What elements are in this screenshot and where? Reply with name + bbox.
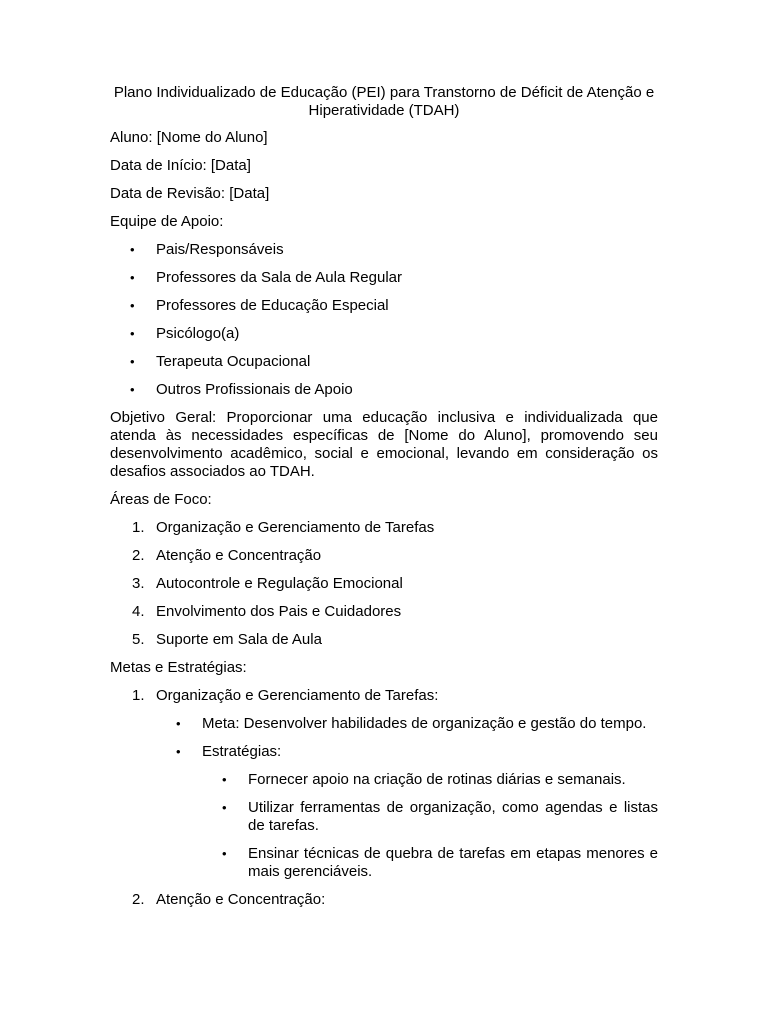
focus-areas-heading: Áreas de Foco: xyxy=(110,491,212,508)
list-item xyxy=(110,519,658,537)
list-item xyxy=(110,575,658,593)
list-item-text: Atenção e Concentração xyxy=(156,547,322,564)
list-item: • Professores de Educação Especial xyxy=(110,297,658,315)
list-item: • Psicólogo(a) xyxy=(110,325,658,343)
goal-title: Atenção e Concentração: xyxy=(156,891,326,908)
list-item: • Fornecer apoio na criação de rotinas diárias e semanais. xyxy=(202,771,658,789)
list-number: 1. xyxy=(132,687,145,704)
goal-title: Organização e Gerenciamento de Tarefas: xyxy=(156,687,439,704)
list-number: 5. xyxy=(132,631,145,648)
list-number: 2. xyxy=(132,547,145,564)
revision-date-line: Data de Revisão: [Data] xyxy=(110,185,270,202)
list-item xyxy=(110,547,658,565)
list-item: • Ensinar técnicas de quebra de tarefas em etapas menores e mais gerenciáveis. xyxy=(202,845,658,881)
general-objective-paragraph: Objetivo Geral: Proporcionar uma educação inclusiva e individualizada que atenda às necessidades específicas de [Nome do Aluno], promovendo seu desenvolvimento acadêmico, social e emocional, levando em consideração os desafios associados ao TDAH. xyxy=(110,409,658,480)
list-item-text: Autocontrole e Regulação Emocional xyxy=(156,575,403,592)
list-number: 4. xyxy=(132,603,145,620)
support-team-heading: Equipe de Apoio: xyxy=(110,213,224,230)
strategies-label: Estratégias: xyxy=(202,743,282,760)
document-page xyxy=(110,84,658,919)
goal-details-list xyxy=(156,715,658,881)
list-number: 3. xyxy=(132,575,145,592)
list-item: • Utilizar ferramentas de organização, como agendas e listas de tarefas. xyxy=(202,799,658,835)
list-item: • Terapeuta Ocupacional xyxy=(110,353,658,371)
list-item: • Outros Profissionais de Apoio xyxy=(110,381,658,399)
focus-areas-list xyxy=(110,519,658,649)
list-number: 1. xyxy=(132,519,145,536)
list-item xyxy=(110,603,658,621)
strategies-list xyxy=(202,771,658,881)
goal-section xyxy=(110,891,658,909)
list-item xyxy=(110,631,658,649)
list-item: • Professores da Sala de Aula Regular xyxy=(110,269,658,287)
support-team-list xyxy=(110,241,658,399)
goal-section xyxy=(110,687,658,881)
goals-list xyxy=(110,687,658,909)
list-item-text: Suporte em Sala de Aula xyxy=(156,631,322,648)
goals-strategies-heading: Metas e Estratégias: xyxy=(110,659,247,676)
list-item-text: Envolvimento dos Pais e Cuidadores xyxy=(156,603,402,620)
start-date-line: Data de Início: [Data] xyxy=(110,157,251,174)
student-name-line: Aluno: [Nome do Aluno] xyxy=(110,129,268,146)
list-item-text: Organização e Gerenciamento de Tarefas xyxy=(156,519,435,536)
goal-statement: • Meta: Desenvolver habilidades de organização e gestão do tempo. xyxy=(156,715,658,733)
list-number: 2. xyxy=(132,891,145,908)
document-title: Plano Individualizado de Educação (PEI) para Transtorno de Déficit de Atenção e Hiperatividade (TDAH) xyxy=(113,84,655,119)
list-item: • Pais/Responsáveis xyxy=(110,241,658,259)
strategies-item xyxy=(156,743,658,881)
